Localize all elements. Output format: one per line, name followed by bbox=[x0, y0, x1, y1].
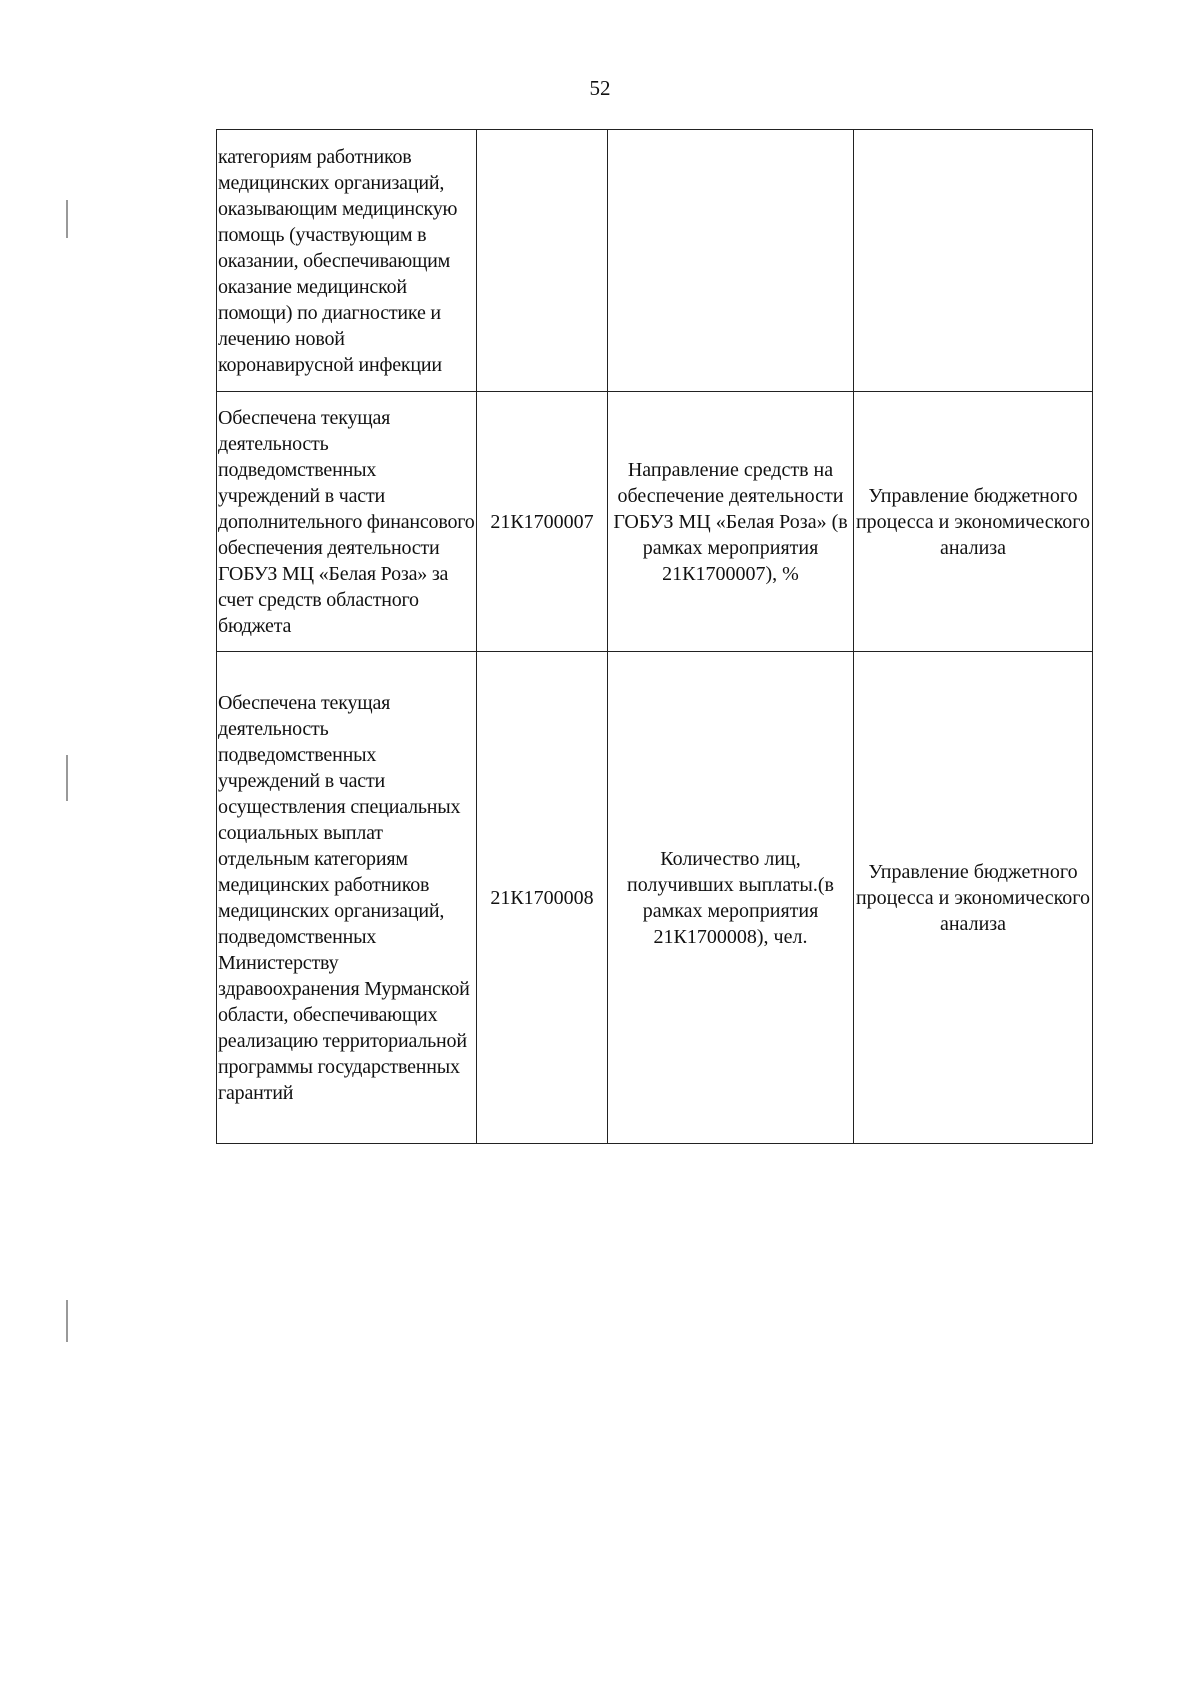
table-cell-description: Обеспечена текущая деятельность подведомственных учреждений в части дополнительного финансового обеспечения деятельности ГОБУЗ МЦ «Белая Роза» за счет средств областного бюджета bbox=[217, 392, 477, 652]
table-cell-code bbox=[477, 130, 608, 392]
table-cell-indicator: Количество лиц, получивших выплаты.(в рамках мероприятия 21К1700008), чел. bbox=[608, 652, 854, 1144]
table-cell-indicator bbox=[608, 130, 854, 392]
scan-mark-top bbox=[66, 200, 68, 238]
scan-mark-middle bbox=[66, 755, 68, 801]
table-row bbox=[217, 652, 1093, 1144]
table-cell-code: 21К1700007 bbox=[477, 392, 608, 652]
page-number: 52 bbox=[589, 76, 611, 100]
table-cell-indicator: Направление средств на обеспечение деятельности ГОБУЗ МЦ «Белая Роза» (в рамках мероприятия 21К1700007), % bbox=[608, 392, 854, 652]
table-cell-description: Обеспечена текущая деятельность подведомственных учреждений в части осуществления специальных социальных выплат отдельным категориям медицинских работников медицинских организаций, подведомственных Министерству здравоохранения Мурманской области, обеспечивающих реализацию территориальной программы государственных гарантий bbox=[217, 652, 477, 1144]
table-cell-responsible: Управление бюджетного процесса и экономического анализа bbox=[854, 392, 1093, 652]
measures-table bbox=[216, 129, 1093, 1144]
table-cell-responsible bbox=[854, 130, 1093, 392]
table-row bbox=[217, 392, 1093, 652]
scan-mark-bottom bbox=[66, 1300, 68, 1342]
table-cell-responsible: Управление бюджетного процесса и экономического анализа bbox=[854, 652, 1093, 1144]
table-cell-code: 21К1700008 bbox=[477, 652, 608, 1144]
table-cell-description: категориям работников медицинских организаций, оказывающим медицинскую помощь (участвующим в оказании, обеспечивающим оказание медицинской помощи) по диагностике и лечению новой коронавирусной инфекции bbox=[217, 130, 477, 392]
table-row bbox=[217, 130, 1093, 392]
